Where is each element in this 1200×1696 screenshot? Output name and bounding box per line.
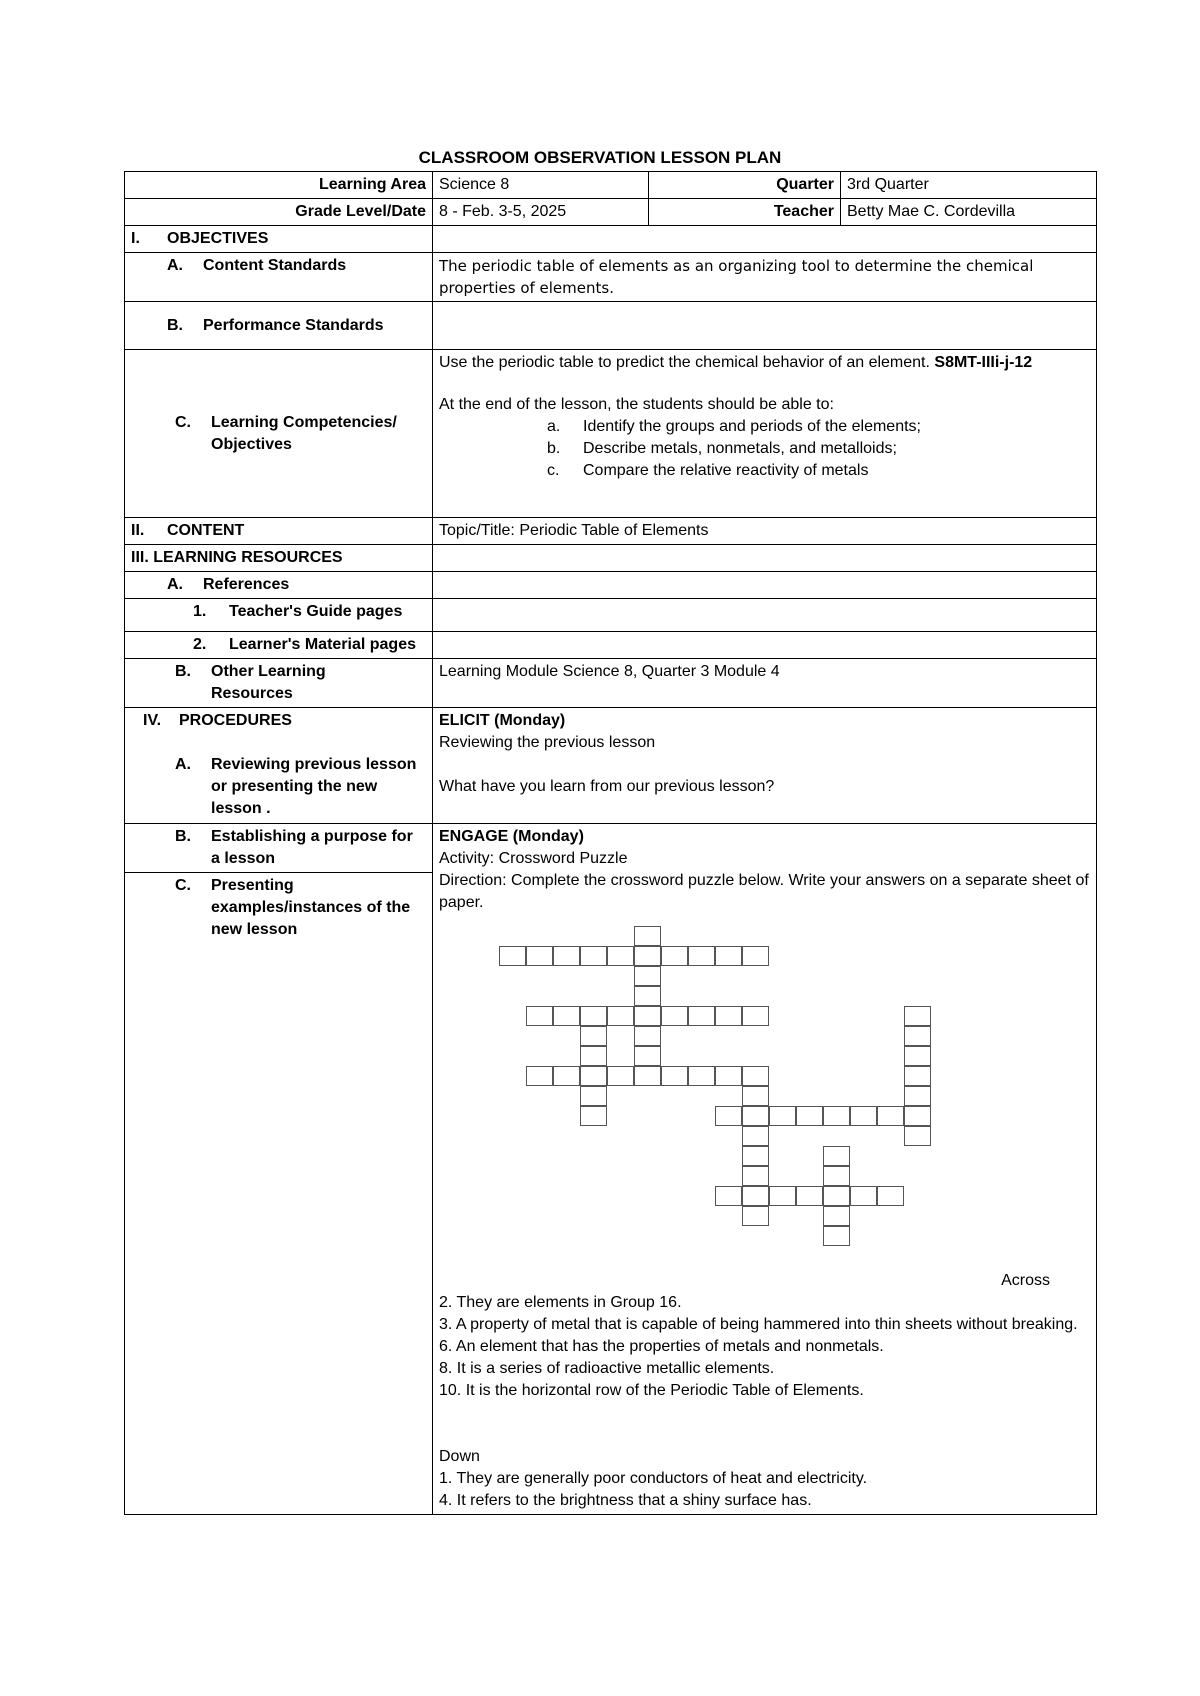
procedures-bc-cell — [125, 824, 433, 1515]
row-grade-level — [125, 199, 1097, 226]
list-item — [439, 438, 1090, 460]
crossword-cell — [742, 1086, 769, 1106]
quarter-value: 3rd Quarter — [841, 172, 1097, 199]
across-clue: 2. They are elements in Group 16. — [439, 1294, 682, 1311]
performance-standards-num: B. — [167, 316, 183, 334]
engage-activity: Activity: Crossword Puzzle — [439, 850, 628, 867]
row-learners-material — [125, 632, 1097, 659]
competencies-num: C. — [175, 413, 191, 431]
teachers-guide-value — [433, 599, 1097, 632]
crossword-cell — [688, 1066, 715, 1086]
procedure-b-label: Establishing a purpose for a lesson — [211, 828, 413, 867]
other-resources-value: Learning Module Science 8, Quarter 3 Module 4 — [433, 659, 1097, 708]
quarter-label: Quarter — [649, 172, 841, 199]
row-competencies — [125, 350, 1097, 518]
grade-level-label: Grade Level/Date — [125, 199, 433, 226]
competency-intro: At the end of the lesson, the students should be able to: — [439, 396, 834, 413]
crossword-cell — [769, 1106, 796, 1126]
teachers-guide-cell — [125, 599, 433, 632]
competencies-value — [433, 350, 1097, 518]
procedure-a-num: A. — [175, 756, 191, 773]
row-learning-area — [125, 172, 1097, 199]
learning-resources-heading — [125, 545, 433, 572]
crossword-cell — [661, 1066, 688, 1086]
crossword-cell — [796, 1106, 823, 1126]
objectives-heading — [125, 226, 433, 253]
objectives-list — [439, 416, 1090, 482]
content-standards-cell — [125, 253, 433, 302]
row-learning-resources — [125, 545, 1097, 572]
crossword-cell — [634, 966, 661, 986]
across-clue: 10. It is the horizontal row of the Periodic Table of Elements. — [439, 1382, 864, 1399]
crossword-cell — [526, 1066, 553, 1086]
performance-standards-label: Performance Standards — [203, 316, 384, 334]
crossword-cell — [607, 1006, 634, 1026]
procedures-cell — [125, 708, 433, 824]
content-standards-value: The periodic table of elements as an organizing tool to determine the chemical properties of elements. — [433, 253, 1097, 302]
crossword-cell — [823, 1106, 850, 1126]
elicit-line1: Reviewing the previous lesson — [439, 734, 656, 751]
other-resources-num: B. — [175, 663, 191, 680]
list-item — [439, 416, 1090, 438]
crossword-cell — [580, 1106, 607, 1126]
crossword-cell — [688, 946, 715, 966]
engage-direction: Direction: Complete the crossword puzzle below. Write your answers on a separate sheet of paper. — [439, 872, 1089, 911]
crossword-cell — [607, 1066, 634, 1086]
crossword-cell — [904, 1046, 931, 1066]
crossword-cell — [742, 1006, 769, 1026]
crossword-cell — [904, 1126, 931, 1146]
crossword-cell — [661, 1006, 688, 1026]
across-heading: Across — [1001, 1272, 1050, 1289]
crossword-cell — [553, 1066, 580, 1086]
crossword-cell — [715, 1186, 742, 1206]
other-resources-label: Other Learning Resources — [211, 663, 326, 702]
crossword-cell — [580, 1026, 607, 1046]
content-num: II. — [131, 522, 145, 539]
crossword-cell — [580, 1086, 607, 1106]
item-text: Compare the relative reactivity of metals — [583, 462, 869, 479]
crossword-cell — [742, 1126, 769, 1146]
procedure-c-num: C. — [175, 877, 191, 894]
crossword-cell — [877, 1186, 904, 1206]
crossword-cell — [580, 946, 607, 966]
crossword-cell — [904, 1006, 931, 1026]
crossword-cell — [553, 1006, 580, 1026]
crossword-cell — [634, 1006, 661, 1026]
across-clue: 3. A property of metal that is capable of being hammered into thin sheets without breaking. — [439, 1316, 1078, 1333]
crossword-cell — [526, 946, 553, 966]
objectives-label: OBJECTIVES — [167, 230, 269, 247]
competency-statement: Use the periodic table to predict the chemical behavior of an element. — [439, 354, 930, 371]
learners-material-value — [433, 632, 1097, 659]
crossword-cell — [580, 1006, 607, 1026]
crossword-puzzle — [439, 920, 1090, 1270]
crossword-cell — [634, 986, 661, 1006]
competencies-cell — [125, 350, 433, 518]
crossword-cell — [688, 1006, 715, 1026]
objectives-value — [433, 226, 1097, 253]
performance-standards-cell — [125, 302, 433, 350]
item-text: Describe metals, nonmetals, and metalloids; — [583, 440, 897, 457]
crossword-cell — [904, 1106, 931, 1126]
crossword-cell — [742, 946, 769, 966]
crossword-cell — [715, 1006, 742, 1026]
down-clue: 1. They are generally poor conductors of heat and electricity. — [439, 1470, 868, 1487]
down-heading: Down — [439, 1448, 480, 1465]
crossword-cell — [634, 1026, 661, 1046]
crossword-cell — [661, 946, 688, 966]
learning-area-value: Science 8 — [433, 172, 649, 199]
crossword-cell — [769, 1186, 796, 1206]
performance-standards-value — [433, 302, 1097, 350]
crossword-cell — [904, 1026, 931, 1046]
crossword-cell — [553, 946, 580, 966]
engage-cell — [433, 824, 1097, 1515]
learners-material-cell — [125, 632, 433, 659]
across-clue: 8. It is a series of radioactive metallic elements. — [439, 1360, 775, 1377]
crossword-cell — [823, 1206, 850, 1226]
crossword-cell — [904, 1086, 931, 1106]
crossword-cell — [850, 1186, 877, 1206]
procedure-c-label: Presenting examples/instances of the new lesson — [211, 877, 411, 938]
crossword-cell — [715, 1106, 742, 1126]
content-value: Topic/Title: Periodic Table of Elements — [433, 518, 1097, 545]
learners-material-label: Learner's Material pages — [229, 636, 416, 653]
crossword-cell — [742, 1186, 769, 1206]
other-resources-cell — [125, 659, 433, 708]
crossword-cell — [742, 1166, 769, 1186]
crossword-cell — [742, 1206, 769, 1226]
competency-code: S8MT-IIIi-j-12 — [934, 354, 1033, 371]
teachers-guide-num: 1. — [193, 603, 207, 620]
engage-heading: ENGAGE (Monday) — [439, 828, 584, 845]
teacher-label: Teacher — [649, 199, 841, 226]
item-letter: c. — [547, 462, 560, 479]
lesson-plan-table — [124, 171, 1097, 1515]
competencies-label: Learning Competencies/ Objectives — [211, 413, 397, 453]
grade-level-value: 8 - Feb. 3-5, 2025 — [433, 199, 649, 226]
crossword-cell — [715, 946, 742, 966]
across-clue: 6. An element that has the properties of metals and nonmetals. — [439, 1338, 884, 1355]
row-content — [125, 518, 1097, 545]
content-standards-label: Content Standards — [203, 257, 347, 274]
crossword-cell — [742, 1146, 769, 1166]
teachers-guide-label: Teacher's Guide pages — [229, 603, 403, 620]
crossword-cell — [850, 1106, 877, 1126]
crossword-cell — [796, 1186, 823, 1206]
row-objectives — [125, 226, 1097, 253]
crossword-cell — [580, 1046, 607, 1066]
crossword-cell — [904, 1066, 931, 1086]
row-references — [125, 572, 1097, 599]
learning-area-label: Learning Area — [125, 172, 433, 199]
crossword-cell — [634, 1066, 661, 1086]
crossword-cell — [742, 1106, 769, 1126]
content-standards-num: A. — [167, 257, 183, 274]
crossword-cell — [715, 1066, 742, 1086]
crossword-cell — [823, 1166, 850, 1186]
learners-material-num: 2. — [193, 636, 207, 653]
row-performance-standards — [125, 302, 1097, 350]
crossword-cell — [499, 946, 526, 966]
learning-resources-value — [433, 545, 1097, 572]
crossword-cell — [634, 926, 661, 946]
crossword-cell — [634, 1046, 661, 1066]
content-heading — [125, 518, 433, 545]
row-teachers-guide — [125, 599, 1097, 632]
procedures-label: PROCEDURES — [179, 712, 292, 729]
references-value — [433, 572, 1097, 599]
references-num: A. — [167, 576, 183, 593]
row-procedures-bc — [125, 824, 1097, 1515]
elicit-line2: What have you learn from our previous lesson? — [439, 778, 775, 795]
procedures-num: IV. — [143, 712, 162, 729]
procedure-b-num: B. — [175, 828, 191, 845]
crossword-cell — [634, 946, 661, 966]
crossword-cell — [607, 946, 634, 966]
item-text: Identify the groups and periods of the elements; — [583, 418, 921, 435]
teacher-value: Betty Mae C. Cordevilla — [841, 199, 1097, 226]
references-cell — [125, 572, 433, 599]
list-item — [439, 460, 1090, 482]
down-clue: 4. It refers to the brightness that a shiny surface has. — [439, 1492, 812, 1509]
crossword-cell — [877, 1106, 904, 1126]
item-letter: a. — [547, 418, 561, 435]
crossword-cell — [823, 1186, 850, 1206]
crossword-cell — [742, 1066, 769, 1086]
item-letter: b. — [547, 440, 561, 457]
row-content-standards — [125, 253, 1097, 302]
procedure-a-label: Reviewing previous lesson or presenting the new lesson . — [211, 756, 417, 817]
crossword-cell — [823, 1226, 850, 1246]
content-label: CONTENT — [167, 522, 245, 539]
references-label: References — [203, 576, 290, 593]
learning-resources-num: III. — [131, 549, 149, 566]
row-procedures-a — [125, 708, 1097, 824]
row-other-resources — [125, 659, 1097, 708]
elicit-heading: ELICIT (Monday) — [439, 712, 566, 729]
crossword-cell — [526, 1006, 553, 1026]
page-title: CLASSROOM OBSERVATION LESSON PLAN — [418, 148, 782, 167]
crossword-cell — [580, 1066, 607, 1086]
crossword-cell — [823, 1146, 850, 1166]
learning-resources-label: LEARNING RESOURCES — [153, 549, 343, 566]
elicit-cell — [433, 708, 1097, 824]
objectives-num: I. — [131, 230, 140, 247]
